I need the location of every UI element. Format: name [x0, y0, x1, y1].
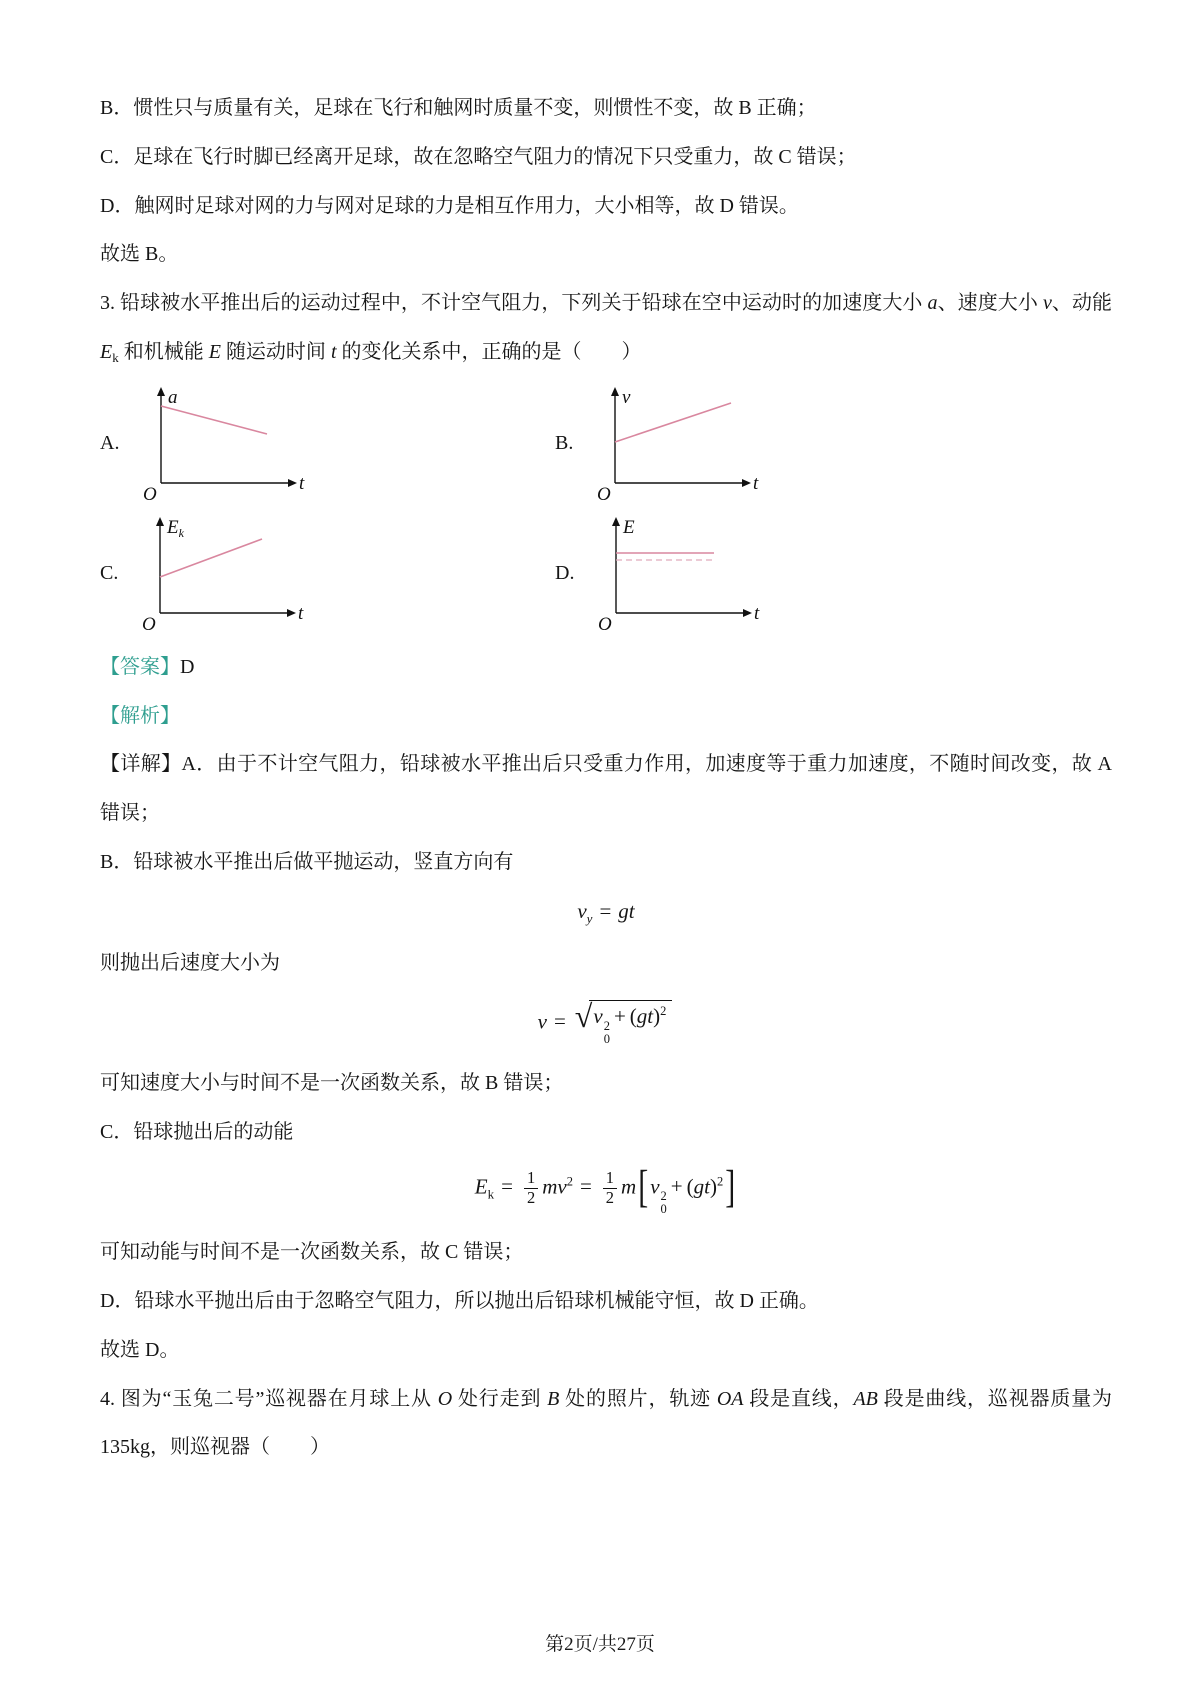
- data-line: [160, 539, 262, 577]
- question-4-stem: [100, 1375, 1112, 1473]
- formula-kinetic-energy: [100, 1162, 1112, 1217]
- variable-t: t: [330, 340, 337, 363]
- option-graphs: [100, 383, 1112, 635]
- q4-text-2: 处行走到: [452, 1387, 548, 1410]
- graph-d: [594, 513, 769, 635]
- q4-text-5: 段是曲线，巡视器质量为 135kg，则巡视器（ ）: [100, 1387, 1113, 1459]
- paren-sup: 2: [716, 1173, 724, 1188]
- option-a-cell: [100, 383, 555, 505]
- var-v0: v: [593, 1003, 603, 1028]
- v0-scripts: [661, 1190, 667, 1216]
- variable-E: E: [208, 340, 221, 363]
- variable-a: a: [927, 292, 938, 315]
- var-v-sub-y: y: [586, 910, 593, 926]
- right-paren: ): [709, 1173, 717, 1198]
- option-c-cell: [100, 513, 555, 635]
- detail-a-text: A．由于不计空气阻力，铅球被水平推出后只受重力作用，加速度等于重力加速度，不随时间改变，故 A 错误；: [100, 753, 1112, 825]
- var-gt: gt: [636, 1003, 654, 1028]
- formula-speed-magnitude: [100, 997, 1112, 1047]
- x-axis-label: t: [298, 602, 304, 624]
- x-axis-arrow-icon: [742, 479, 751, 487]
- v0-scripts: [604, 1020, 610, 1046]
- y-axis-arrow-icon: [156, 517, 164, 526]
- after-formula2-line: 可知速度大小与时间不是一次函数关系，故 B 错误；: [100, 1072, 564, 1094]
- right-bracket: ]: [725, 1162, 736, 1213]
- var-v0: v: [650, 1173, 660, 1198]
- left-paren: (: [629, 1003, 637, 1028]
- origin-label: O: [142, 613, 157, 635]
- variable-Ek: E: [100, 340, 113, 363]
- point-O: O: [437, 1387, 453, 1410]
- equals-sign-1: =: [501, 1173, 513, 1198]
- numerator: 1: [526, 1167, 536, 1187]
- var-m: m: [621, 1173, 637, 1198]
- stem-text-2: 、速度大小: [937, 292, 1043, 315]
- detail-a-line: [100, 740, 1112, 838]
- question-3-stem: [100, 279, 1112, 377]
- v0-sup: 2: [603, 1018, 610, 1033]
- graph-row-1: [100, 383, 1112, 505]
- equals-sign: =: [553, 1009, 566, 1034]
- option-c-label: C.: [100, 562, 119, 585]
- detail-c-line: C．铅球抛出后的动能: [100, 1120, 294, 1143]
- option-d-analysis-line: D．触网时足球对网的力与网对足球的力是相互作用力，大小相等，故 D 错误。: [100, 194, 799, 217]
- x-axis-arrow-icon: [288, 479, 297, 487]
- q4-text-1: 4. 图为“玉兔二号”巡视器在月球上从: [100, 1387, 438, 1410]
- page-content: [100, 84, 1112, 1472]
- paren-sup: 2: [660, 1003, 667, 1018]
- v0-sup: 2: [660, 1188, 667, 1203]
- detail-d-line: D．铅球水平抛出后由于忽略空气阻力，所以抛出后铅球机械能守恒，故 D 正确。: [100, 1289, 819, 1312]
- equals-sign-2: =: [579, 1173, 592, 1198]
- segment-AB: AB: [853, 1387, 878, 1410]
- stem-text-5: 随运动时间: [220, 340, 331, 363]
- y-axis-arrow-icon: [157, 387, 165, 396]
- v0-sub: 0: [660, 1202, 667, 1216]
- left-bracket: [: [638, 1162, 649, 1213]
- denominator: 2: [603, 1188, 617, 1208]
- x-axis-arrow-icon: [287, 609, 296, 617]
- var-gt: gt: [618, 898, 635, 923]
- var-E: E: [474, 1173, 488, 1198]
- var-v: v: [577, 898, 587, 923]
- detail-label: 【详解】: [100, 753, 182, 776]
- answer-value: D: [180, 655, 195, 678]
- var-v: v: [537, 1009, 547, 1034]
- origin-label: O: [597, 483, 612, 505]
- after-formula1-line: 则抛出后速度大小为: [100, 951, 280, 974]
- stem-text-4: 和机械能: [118, 340, 209, 363]
- origin-label: O: [598, 613, 613, 635]
- x-axis-label: t: [753, 472, 759, 494]
- equals-sign: =: [599, 898, 612, 923]
- y-axis-label: E: [623, 516, 636, 538]
- radicand: [589, 1000, 672, 1047]
- option-c-analysis-line: C．足球在飞行时脚已经离开足球，故在忽略空气阻力的情况下只受重力，故 C 错误；: [100, 145, 857, 168]
- radical-icon: √: [574, 997, 593, 1034]
- stem-text-6: 的变化关系中，正确的是（ ）: [336, 340, 642, 363]
- option-d-cell: [555, 513, 769, 635]
- var-gt: gt: [693, 1173, 710, 1198]
- q4-text-4: 段是直线，: [743, 1387, 854, 1410]
- graph-a: [139, 383, 314, 505]
- answer-line: [100, 643, 1112, 692]
- option-b-analysis-line: B．惯性只与质量有关，足球在飞行和触网时质量不变，则惯性不变，故 B 正确；: [100, 97, 817, 119]
- y-axis-arrow-icon: [612, 517, 620, 526]
- var-mv: mv: [542, 1173, 567, 1198]
- numerator: 1: [605, 1167, 615, 1187]
- segment-OA: OA: [716, 1387, 744, 1410]
- x-axis-label: t: [299, 472, 305, 494]
- mv-sup: 2: [566, 1173, 573, 1188]
- y-axis-arrow-icon: [611, 387, 619, 396]
- origin-label: O: [143, 483, 158, 505]
- y-axis-label: $E_k$: [167, 516, 185, 540]
- variable-v: v: [1042, 292, 1052, 315]
- fraction-one-half-1: [524, 1169, 538, 1208]
- graph-row-2: [100, 513, 1112, 635]
- formula-vy-equals-gt: [100, 899, 1112, 927]
- plus-sign: +: [670, 1173, 683, 1198]
- detail-b-line: B．铅球被水平推出后做平抛运动，竖直方向有: [100, 850, 514, 873]
- v0-sub: 0: [603, 1031, 610, 1046]
- q3-conclusion: 故选 D。: [100, 1338, 180, 1361]
- graph-b: [593, 383, 768, 505]
- page-footer: 第2页/共27页: [545, 1634, 655, 1655]
- q2-conclusion: 故选 B。: [100, 243, 179, 266]
- option-b-cell: [555, 383, 768, 505]
- after-formula3-line: 可知动能与时间不是一次函数关系，故 C 错误；: [100, 1241, 524, 1264]
- data-line: [161, 406, 267, 434]
- variable-Ek-sub: k: [112, 349, 119, 365]
- q4-text-3: 处的照片，轨迹: [559, 1387, 717, 1410]
- square-root: [574, 997, 673, 1047]
- var-E-sub-k: k: [487, 1186, 495, 1202]
- point-B: B: [547, 1387, 560, 1410]
- option-d-label: D.: [555, 562, 575, 585]
- left-paren: (: [686, 1173, 694, 1198]
- denominator: 2: [524, 1188, 538, 1208]
- fraction-one-half-2: [603, 1169, 617, 1208]
- data-line: [615, 403, 731, 442]
- graph-c: [138, 513, 313, 635]
- option-b-label: B.: [555, 432, 574, 455]
- plus-sign: +: [613, 1003, 626, 1028]
- stem-text-3: 、动能: [1051, 292, 1113, 315]
- x-axis-arrow-icon: [743, 609, 752, 617]
- stem-text-1: 3. 铅球被水平推出后的运动过程中，不计空气阻力，下列关于铅球在空中运动时的加速度大小: [100, 292, 928, 315]
- y-axis-label: v: [622, 386, 631, 408]
- x-axis-label: t: [754, 602, 760, 624]
- option-a-label: A.: [100, 432, 120, 455]
- y-axis-label: a: [168, 386, 178, 408]
- answer-label: 【答案】: [100, 655, 180, 678]
- analysis-label: 【解析】: [100, 704, 180, 727]
- right-paren: ): [653, 1003, 661, 1028]
